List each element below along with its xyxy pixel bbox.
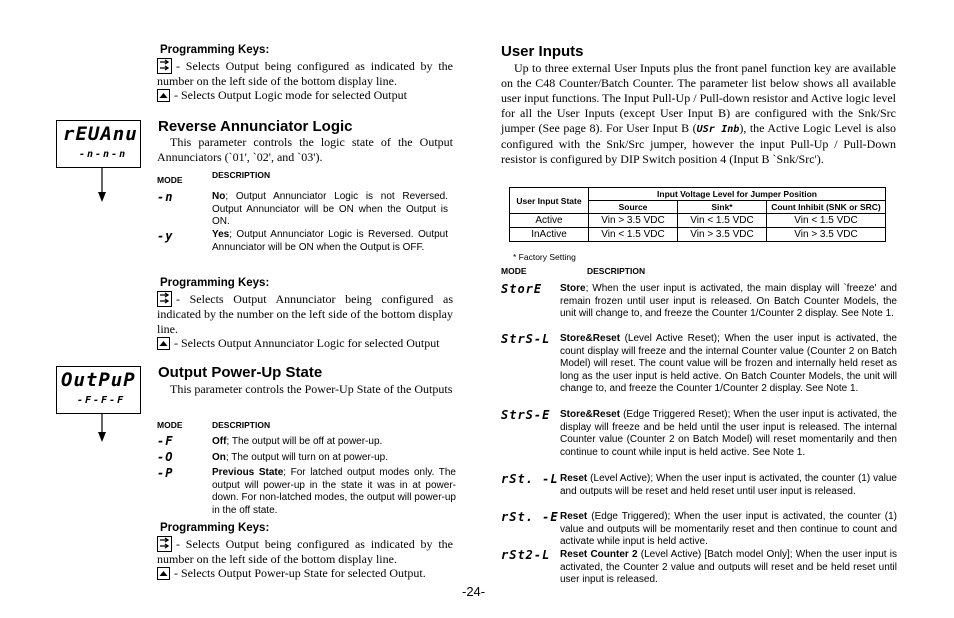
description-label: DESCRIPTION <box>587 266 646 276</box>
mode-code: -F <box>157 434 174 448</box>
lcd-output-powerup <box>56 366 141 414</box>
prog-keys-desc: - Selects Output being configured as indicated by the number on the left side of the bottom display line. <box>157 537 453 566</box>
mode-code: -P <box>157 466 174 480</box>
mode-label: MODE <box>501 266 527 276</box>
description-label: DESCRIPTION <box>212 420 271 430</box>
table-cell: InActive <box>510 228 589 242</box>
lcd-bottom-text: -n-n-n <box>79 149 128 160</box>
flow-arrow-icon <box>98 167 106 208</box>
up-key-icon <box>157 567 170 580</box>
table-cell: Vin > 3.5 VDC <box>678 228 767 242</box>
table-row <box>510 228 886 242</box>
mode-code: rSt. -L <box>501 472 559 486</box>
table-cell: Vin < 1.5 VDC <box>678 214 767 228</box>
lcd-top-text: OutPuP <box>61 369 136 391</box>
table-cell: Vin < 1.5 VDC <box>767 214 886 228</box>
table-header: User Input State <box>510 188 589 214</box>
mode-code: rSt2-L <box>501 548 551 562</box>
input-voltage-table <box>509 187 886 242</box>
mode-description: No; Output Annunciator Logic is not Reversed. Output Annunciator will be ON when the Output is ON. <box>212 191 448 227</box>
mode-code: StorE <box>501 282 543 296</box>
table-row <box>510 214 886 228</box>
mode-code: StrS-L <box>501 332 551 346</box>
heading-reverse-annunciator: Reverse Annunciator Logic <box>158 118 353 135</box>
user-inputs-text: Up to three external User Inputs plus the front panel function key are available on the C48 Counter/Batch Counter. The parameter list below shows all available user input functions. The Input Pull-Up / Pull-down resistor and Active logic level for all the User Inputs (except User Input B) are configured with the Snk/Src jumper (See page 8). For User Input B (USr Inb), the Active Logic Level is also configured with the Snk/Src jumper, however the input Pull-Up / Pull-Down resistor is configured by DIP Switch position 4 (Input B `Snk/Src'). <box>501 61 896 166</box>
table-cell: Vin > 3.5 VDC <box>589 214 678 228</box>
mode-code: -O <box>157 450 174 464</box>
heading-user-inputs: User Inputs <box>501 43 584 60</box>
mode-description: Yes; Output Annunciator Logic is Reversed. Output Annunciator will be ON when the Output is OFF. <box>212 229 448 253</box>
mode-description: Store&Reset (Edge Triggered Reset); When the user input is activated, the display will freeze and be held until the user input is released. The internal Counter value (Counter 2 on Batch Model) will reset momentarily and then continue to count while input is held active. See Note 1. <box>560 409 897 458</box>
prog-keys-title: Programming Keys: <box>160 277 270 289</box>
prog-keys-desc: - Selects Output Annunciator being configured as indicated by the number on the left side of the bottom display line. <box>157 292 453 336</box>
prog-keys-desc: - Selects Output being configured as indicated by the number on the left side of the bottom display line. <box>157 59 453 88</box>
mode-description: Off; The output will be off at power-up. <box>212 436 383 447</box>
lcd-top-text: rEUAnu <box>63 123 138 145</box>
mode-description: On; The output will turn on at power-up. <box>212 452 389 463</box>
table-header: Input Voltage Level for Jumper Position <box>589 188 886 201</box>
mode-description: Previous State; For latched output modes only. The output will power-up in the state it was in at power-down. For non-latched modes, the output will power-up in the off state. <box>212 467 456 516</box>
prog-keys-desc-2: - Selects Output Power-up State for selected Output. <box>157 566 457 581</box>
sel-key-icon <box>157 291 172 307</box>
page-number: -24- <box>462 584 486 599</box>
prog-keys-desc-2: - Selects Output Logic mode for selected Output <box>157 88 453 103</box>
flow-arrow-icon <box>98 413 106 448</box>
heading-output-powerup: Output Power-Up State <box>158 364 323 381</box>
mode-description: Store&Reset (Level Active Reset); When the user input is activated, the count display will freeze and the internal Counter value (Counter 2 on Batch Model) will reset. The count value will be frozen and internally held reset as long as the user input is held active. On Batch Counter Models, the unit will change to, and freeze the Counter 1/Counter 2 display. See Note 1. <box>560 333 897 394</box>
table-cell: Vin > 3.5 VDC <box>767 228 886 242</box>
table-cell: Vin < 1.5 VDC <box>589 228 678 242</box>
mode-description: Reset (Level Active); When the user input is activated, the counter (1) value and outputs will be reset and held reset until user input is released. <box>560 473 897 497</box>
mode-code: -y <box>157 229 174 243</box>
table-header: Count Inhibit (SNK or SRC) <box>767 201 886 214</box>
prog-keys-desc-2: - Selects Output Annunciator Logic for selected Output <box>157 336 457 351</box>
up-key-icon <box>157 337 170 350</box>
prog-keys-title: Programming Keys: <box>160 44 270 56</box>
reverse-text: This parameter controls the logic state of the Output Annunciators (`01', `02', and `03'). <box>157 135 453 164</box>
mode-description: Reset Counter 2 (Level Active) [Batch model Only]; When the user input is activated, the Counter 2 value and outputs will reset and be held reset until user input is released. <box>560 549 898 585</box>
sel-key-icon <box>157 536 172 552</box>
table-header: Source <box>589 201 678 214</box>
mode-code: StrS-E <box>501 408 551 422</box>
table-cell: Active <box>510 214 589 228</box>
prog-keys-title: Programming Keys: <box>160 522 270 534</box>
table-header: Sink* <box>678 201 767 214</box>
lcd-bottom-text: -F-F-F <box>77 395 126 406</box>
up-key-icon <box>157 89 170 102</box>
mode-label: MODE <box>157 420 183 430</box>
description-label: DESCRIPTION <box>212 170 271 180</box>
lcd-reverse-annunciator <box>56 120 141 168</box>
sel-key-icon <box>157 58 172 74</box>
mode-code: rSt. -E <box>501 510 559 524</box>
mode-code: -n <box>157 190 174 204</box>
mode-label: MODE <box>157 175 183 185</box>
table-footnote: * Factory Setting <box>513 252 576 262</box>
powerup-text: This parameter controls the Power-Up State of the Outputs <box>170 382 453 396</box>
mode-description: Store; When the user input is activated, the main display will `freeze' and remain frozen until user input is released. On Batch Counter Models, the unit will change to, and freeze the Counter 1/Counter 2 display. See Note 1. <box>560 283 897 319</box>
mode-description: Reset (Edge Triggered); When the user input is activated, the counter (1) value and outputs will be momentarily reset and then continue to count and activate while input is held active. <box>560 511 897 547</box>
